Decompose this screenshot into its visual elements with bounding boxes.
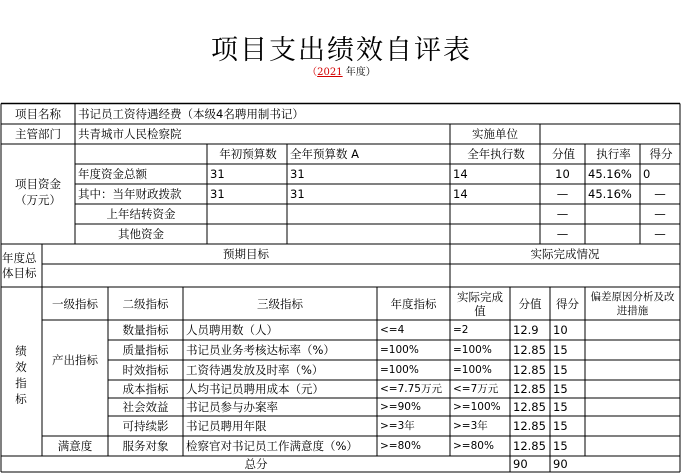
funds-header: 分值 xyxy=(552,146,575,161)
funds-row-label: 其他资金 xyxy=(118,226,164,241)
level2-cell: 社会效益 xyxy=(122,399,169,414)
goals-actual-label: 实际完成情况 xyxy=(530,246,600,261)
funds-rate: 45.16% xyxy=(588,186,632,201)
actual-cell: >=80% xyxy=(453,439,494,452)
note-cell xyxy=(588,398,678,416)
actual-cell: =100% xyxy=(453,343,492,356)
score-cell: 15 xyxy=(553,362,568,377)
funds-score-max: — xyxy=(556,226,569,241)
funds-annual xyxy=(290,224,448,244)
funds-rate xyxy=(588,204,638,224)
total-label: 总分 xyxy=(244,456,268,471)
level3-cell: 工资待遇发放及时率（%） xyxy=(186,362,324,377)
note-cell xyxy=(588,340,678,360)
target-cell: >=80% xyxy=(380,439,421,452)
score-cell: 15 xyxy=(553,399,568,414)
indicator-header: 三级指标 xyxy=(257,297,303,311)
project-name-value: 书记员工资待遇经费（本级4名聘用制书记） xyxy=(78,106,304,121)
funds-header: 年初预算数 xyxy=(219,146,277,161)
note-cell xyxy=(588,360,678,380)
level2-cell: 数量指标 xyxy=(122,322,169,337)
target-cell: <=4 xyxy=(380,323,405,336)
funds-score: — xyxy=(654,206,666,221)
funds-header: 全年执行数 xyxy=(467,146,525,161)
funds-exec: 14 xyxy=(453,186,468,201)
funds-row-label: 上年结转资金 xyxy=(106,206,176,221)
page-title: 项目支出绩效自评表 xyxy=(211,35,472,66)
funds-initial: 31 xyxy=(210,186,225,201)
indicator-header: 年度指标 xyxy=(390,297,437,311)
year-line xyxy=(0,63,683,78)
funds-label: 项目资金（万元） xyxy=(15,177,61,207)
project-name-label: 项目名称 xyxy=(15,106,61,121)
indicator-header: 分值 xyxy=(518,297,542,311)
funds-initial xyxy=(210,224,285,244)
score-max-cell: 12.85 xyxy=(513,418,546,433)
score-cell: 15 xyxy=(553,418,568,433)
level1-output: 产出指标 xyxy=(52,352,98,367)
level3-cell: 书记员参与办案率 xyxy=(186,399,278,414)
dept-value: 共青城市人民检察院 xyxy=(78,126,182,141)
target-cell: =100% xyxy=(380,343,419,356)
funds-score-max: 10 xyxy=(555,166,570,181)
score-max-cell: 12.85 xyxy=(513,399,546,414)
target-cell: =100% xyxy=(380,363,419,376)
level3-cell: 书记员业务考核达标率（%） xyxy=(186,342,335,357)
level3-cell: 书记员聘用年限 xyxy=(186,418,267,433)
year-open: （ xyxy=(307,67,318,78)
level3-cell: 人员聘用数（人） xyxy=(186,322,278,337)
year-value: 2021 xyxy=(317,67,343,78)
score-cell: 15 xyxy=(553,438,568,453)
actual-cell: >=3年 xyxy=(453,419,488,432)
target-cell: <=7.75万元 xyxy=(380,382,442,395)
funds-score: 0 xyxy=(643,166,651,181)
funds-annual: 31 xyxy=(290,166,305,181)
funds-row-label: 其中：当年财政拨款 xyxy=(78,186,182,201)
funds-header: 执行率 xyxy=(596,146,631,161)
goals-actual-value xyxy=(453,264,678,287)
level1-satisfaction: 满意度 xyxy=(57,438,93,453)
level2-cell: 质量指标 xyxy=(122,342,169,357)
level2-cell: 时效指标 xyxy=(122,362,169,377)
funds-score: — xyxy=(654,226,666,241)
level3-cell: 人均书记员聘用成本（元） xyxy=(186,381,324,396)
funds-rate xyxy=(588,224,638,244)
goals-expected-value xyxy=(45,264,447,287)
funds-exec xyxy=(453,204,538,224)
level2-cell: 服务对象 xyxy=(122,438,169,453)
score-cell: 10 xyxy=(553,322,568,337)
score-max-cell: 12.85 xyxy=(513,362,546,377)
note-cell xyxy=(588,416,678,436)
funds-header: 得分 xyxy=(649,146,673,161)
goals-label: 年度总体目标 xyxy=(2,250,37,280)
score-max-cell: 12.9 xyxy=(513,322,539,337)
actual-cell: >=100% xyxy=(453,400,501,413)
target-cell: >=3年 xyxy=(380,419,415,432)
indicators-label: 绩效指标 xyxy=(15,344,27,406)
funds-annual xyxy=(290,204,448,224)
score-max-cell: 12.85 xyxy=(513,342,546,357)
actual-cell: <=7万元 xyxy=(453,382,499,395)
funds-exec: 14 xyxy=(453,166,468,181)
indicator-header: 二级指标 xyxy=(122,297,169,311)
indicator-header: 偏差原因分析及改进措施 xyxy=(590,291,675,317)
unit-label: 实施单位 xyxy=(472,126,518,141)
funds-initial xyxy=(210,204,285,224)
funds-exec xyxy=(453,224,538,244)
dept-label: 主管部门 xyxy=(15,126,61,141)
level3-cell: 检察官对书记员工作满意度（%） xyxy=(186,438,358,453)
funds-row-label: 年度资金总额 xyxy=(78,166,147,181)
score-max-cell: 12.85 xyxy=(513,381,546,396)
funds-score-max: — xyxy=(556,186,569,201)
unit-value xyxy=(542,124,678,144)
funds-score-max: — xyxy=(556,206,569,221)
funds-header: 全年预算数 A xyxy=(290,146,360,161)
level2-cell: 成本指标 xyxy=(122,381,169,396)
funds-score: — xyxy=(654,186,666,201)
indicator-header: 得分 xyxy=(556,297,579,311)
year-suffix: 年度） xyxy=(342,67,376,78)
indicator-header: 一级指标 xyxy=(52,297,98,311)
score-cell: 15 xyxy=(553,342,568,357)
actual-cell: =2 xyxy=(453,323,469,336)
indicator-header: 实际完成值 xyxy=(457,290,503,318)
score-cell: 15 xyxy=(553,381,568,396)
total-score: 90 xyxy=(553,456,568,471)
goals-expected-label: 预期目标 xyxy=(223,246,269,261)
funds-annual: 31 xyxy=(290,186,305,201)
target-cell: >=90% xyxy=(380,400,421,413)
score-max-cell: 12.85 xyxy=(513,438,546,453)
level2-cell: 可持续影 xyxy=(122,418,169,433)
funds-initial: 31 xyxy=(210,166,225,181)
actual-cell: =100% xyxy=(453,363,492,376)
note-cell xyxy=(588,436,678,456)
note-cell xyxy=(588,320,678,340)
funds-rate: 45.16% xyxy=(588,166,632,181)
total-max: 90 xyxy=(513,456,528,471)
note-cell xyxy=(588,380,678,398)
